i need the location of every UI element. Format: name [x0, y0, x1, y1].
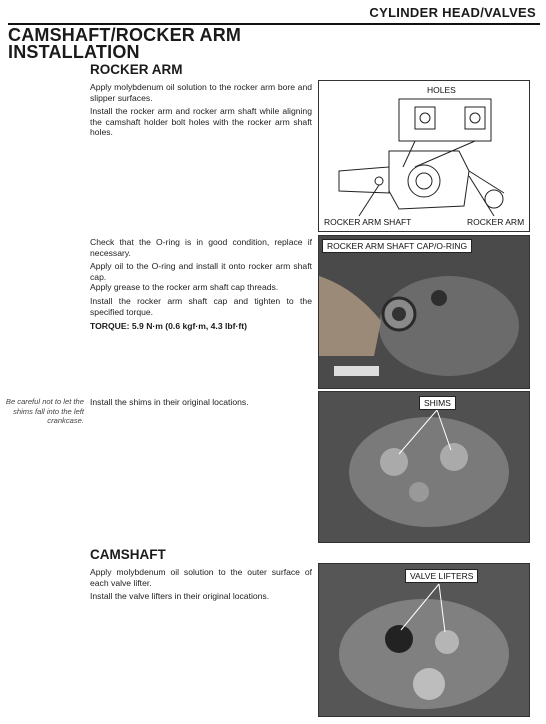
shaft-cap-photo [319, 236, 529, 388]
rocker-arm-drawing [319, 81, 529, 231]
label-holes: HOLES [427, 85, 456, 95]
rocker-arm-para-1: Apply molybdenum oil solution to the rocker arm bore and slipper surfaces. [90, 82, 312, 103]
torque-spec: TORQUE: 5.9 N·m (0.6 kgf·m, 4.3 lbf·ft) [90, 321, 247, 331]
figure-shims-photo [318, 391, 530, 543]
label-valve-lifters: VALVE LIFTERS [405, 569, 478, 583]
rocker-arm-heading: ROCKER ARM [90, 62, 183, 77]
label-rocker-arm: ROCKER ARM [467, 217, 525, 227]
rocker-arm-para-3: Check that the O-ring is in good condition, replace if necessary. [90, 237, 312, 258]
rocker-arm-para-5: Apply grease to the rocker arm shaft cap threads. [90, 282, 279, 292]
rocker-arm-para-6: Install the rocker arm shaft cap and tighten to the specified torque. [90, 296, 312, 317]
rocker-arm-para-4: Apply oil to the O-ring and install it onto rocker arm shaft cap. [90, 261, 312, 282]
page-title: CAMSHAFT/ROCKER ARM INSTALLATION [8, 25, 242, 62]
camshaft-para-2: Install the valve lifters in their original locations. [90, 591, 270, 601]
caution-side-note: Be careful not to let the shims fall into the left crankcase. [5, 397, 84, 425]
figure-valve-lifters-photo [318, 563, 530, 717]
label-rocker-arm-shaft: ROCKER ARM SHAFT [324, 217, 412, 227]
valve-lifters-photo [319, 564, 529, 716]
rocker-arm-para-7: Install the shims in their original locations. [90, 397, 249, 407]
figure-rocker-arm-drawing [318, 80, 530, 232]
section-header: CYLINDER HEAD/VALVES [369, 5, 536, 20]
figure-shaft-cap-photo [318, 235, 530, 389]
camshaft-para-1: Apply molybdenum oil solution to the outer surface of each valve lifter. [90, 567, 312, 588]
rocker-arm-para-2: Install the rocker arm and rocker arm shaft while aligning the camshaft holder bolt holes with the rocker arm shaft holes. [90, 106, 312, 137]
camshaft-heading: CAMSHAFT [90, 547, 166, 562]
label-shaft-cap-o-ring: ROCKER ARM SHAFT CAP/O-RING [322, 239, 472, 253]
shims-photo [319, 392, 529, 542]
label-shims: SHIMS [419, 396, 456, 410]
